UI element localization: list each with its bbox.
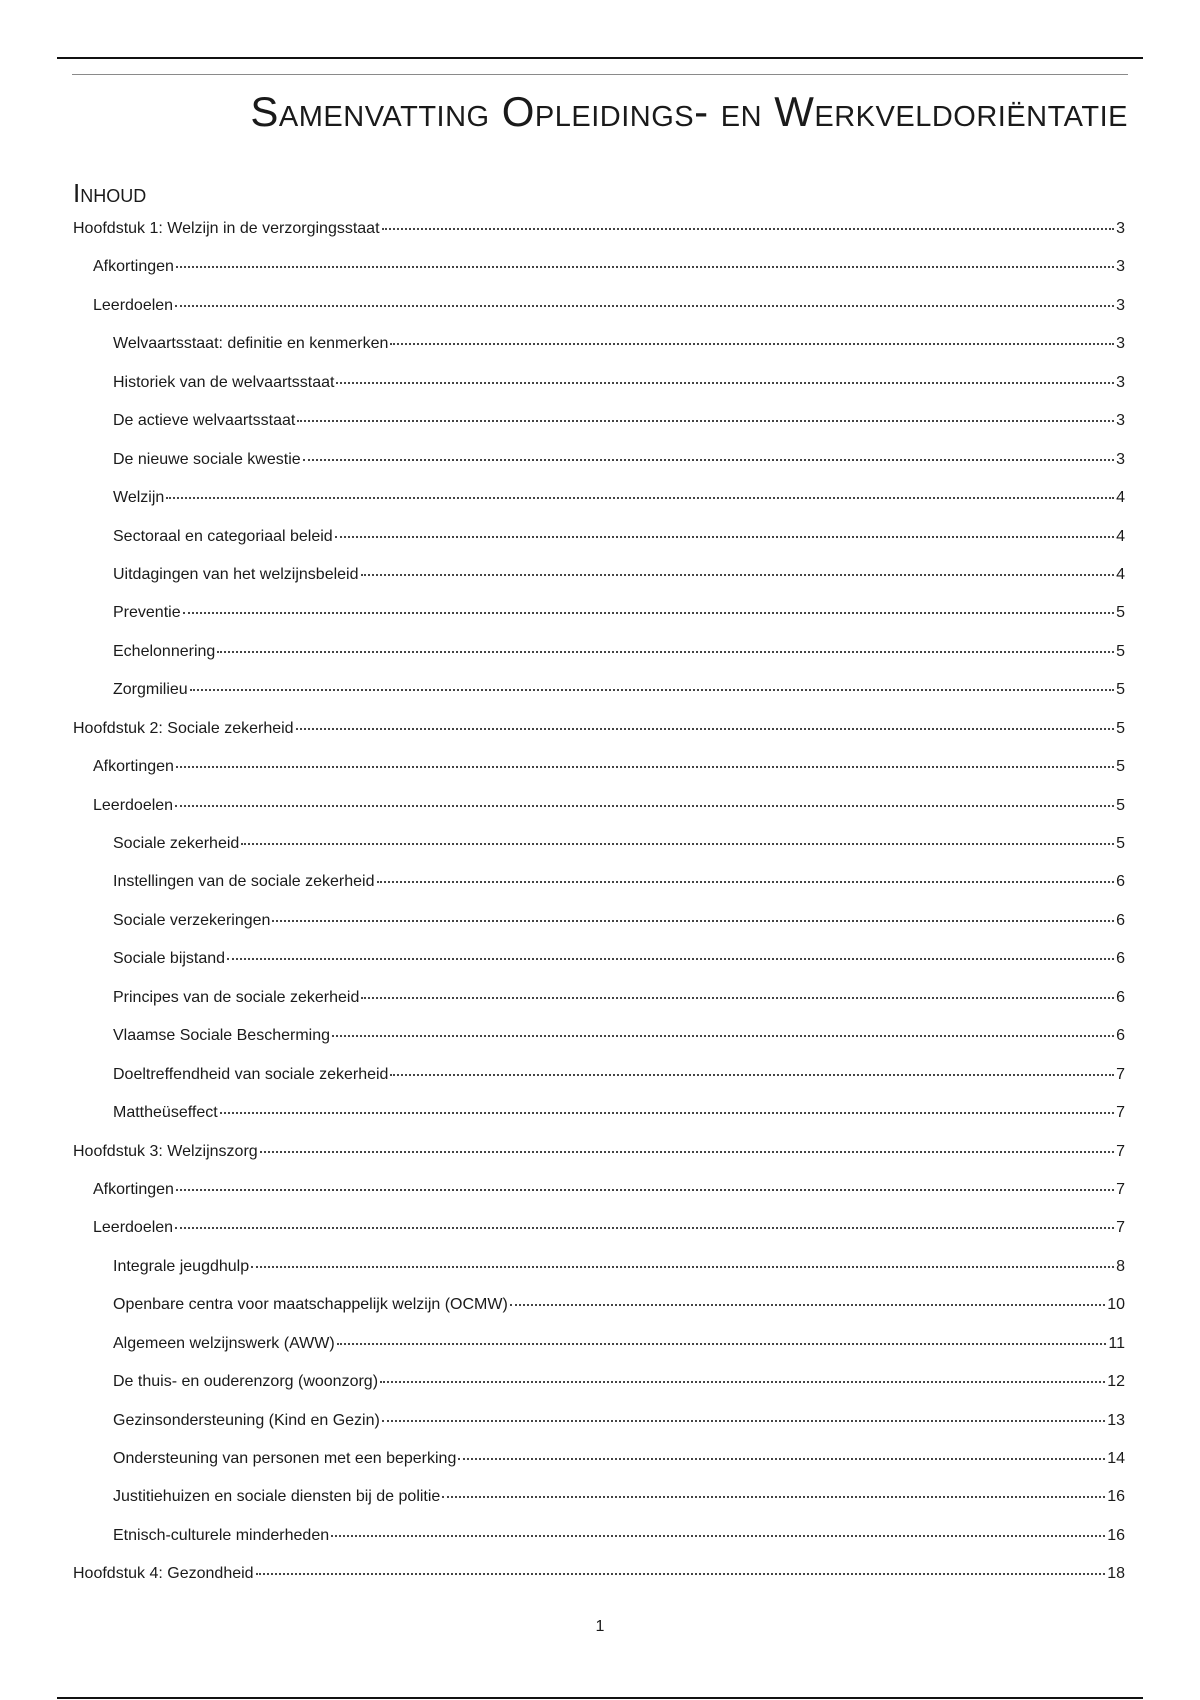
toc-entry-title: Hoofdstuk 1: Welzijn in de verzorgingsstaat <box>73 220 380 237</box>
toc-entry[interactable] <box>73 1445 1125 1483</box>
toc-dot-leader <box>176 1188 1114 1191</box>
toc-entry-page: 6 <box>1116 911 1125 929</box>
toc-entry-page: 5 <box>1116 719 1125 737</box>
toc-entry-title: Historiek van de welvaartsstaat <box>113 373 335 391</box>
toc-entry-title: Sociale zekerheid <box>113 835 240 852</box>
toc-entry-title: De actieve welvaartsstaat <box>113 412 296 430</box>
toc-dot-leader <box>175 304 1114 307</box>
toc-entry[interactable] <box>73 1061 1125 1099</box>
toc-entry-page: 5 <box>1116 681 1125 699</box>
toc-entry-page: 3 <box>1116 258 1125 276</box>
toc-dot-leader <box>176 265 1114 268</box>
toc-dot-leader <box>390 1073 1114 1076</box>
toc-entry[interactable] <box>73 523 1125 561</box>
toc-entry-page: 5 <box>1116 835 1125 852</box>
toc-entry-page: 3 <box>1116 412 1125 430</box>
toc-entry[interactable] <box>73 369 1125 407</box>
toc-entry-title: De thuis- en ouderenzorg (woonzorg) <box>113 1373 379 1391</box>
toc-entry-title: Leerdoelen <box>93 1219 174 1237</box>
toc-entry-title: Welvaartsstaat: definitie en kenmerken <box>113 335 389 353</box>
toc-entry-title: Etnisch-culturele minderheden <box>113 1526 330 1544</box>
toc-entry-title: Openbare centra voor maatschappelijk welzijn (OCMW) <box>113 1296 508 1314</box>
toc-entry[interactable] <box>73 753 1125 791</box>
toc-entry-page: 10 <box>1107 1296 1125 1314</box>
toc-entry[interactable] <box>73 1330 1125 1368</box>
toc-entry-title: Uitdagingen van het welzijnsbeleid <box>113 565 359 583</box>
toc-entry-title: Afkortingen <box>93 1180 174 1198</box>
toc-entry-page: 6 <box>1116 873 1125 891</box>
document-title: Samenvatting Opleidings- en Werkveldoriëntatie <box>250 88 1128 135</box>
toc-entry-title: Echelonnering <box>113 642 216 660</box>
toc-dot-leader <box>241 842 1114 845</box>
toc-dot-leader <box>361 996 1114 999</box>
toc-dot-leader <box>166 496 1114 499</box>
toc-entry-page: 3 <box>1116 296 1125 314</box>
toc-entry[interactable] <box>73 484 1125 522</box>
page-number: 1 <box>595 1618 605 1635</box>
toc-entry[interactable] <box>73 1291 1125 1329</box>
toc-entry-title: Integrale jeugdhulp <box>113 1257 250 1275</box>
toc-dot-leader <box>251 1265 1114 1268</box>
toc-dot-leader <box>190 688 1114 691</box>
toc-entry-page: 7 <box>1116 1142 1125 1160</box>
toc-entry-page: 7 <box>1116 1180 1125 1198</box>
toc-dot-leader <box>176 765 1114 768</box>
toc-dot-leader <box>260 1150 1114 1153</box>
table-of-contents <box>73 215 1125 1599</box>
toc-entry[interactable] <box>73 1214 1125 1252</box>
toc-entry-title: Hoofdstuk 3: Welzijnszorg <box>73 1142 258 1160</box>
toc-entry-page: 16 <box>1107 1526 1125 1544</box>
toc-entry[interactable] <box>73 215 1125 253</box>
toc-entry-page: 8 <box>1116 1257 1125 1275</box>
toc-entry[interactable] <box>73 1407 1125 1445</box>
toc-entry-title: Mattheüseffect <box>113 1104 218 1122</box>
toc-entry-page: 3 <box>1116 335 1125 353</box>
toc-dot-leader <box>377 880 1115 883</box>
toc-entry[interactable] <box>73 446 1125 484</box>
toc-entry[interactable] <box>73 1176 1125 1214</box>
toc-dot-leader <box>510 1303 1105 1306</box>
toc-entry-page: 3 <box>1116 220 1125 237</box>
toc-entry[interactable] <box>73 1138 1125 1176</box>
toc-dot-leader <box>256 1572 1106 1575</box>
toc-entry-title: Gezinsondersteuning (Kind en Gezin) <box>113 1411 380 1429</box>
toc-dot-leader <box>183 611 1115 614</box>
toc-entry-title: Doeltreffendheid van sociale zekerheid <box>113 1065 389 1083</box>
toc-entry-title: Zorgmilieu <box>113 681 188 699</box>
toc-dot-leader <box>220 1111 1114 1114</box>
toc-entry[interactable] <box>73 1483 1125 1521</box>
toc-dot-leader <box>336 381 1114 384</box>
toc-entry-title: Algemeen welzijnswerk (AWW) <box>113 1334 335 1352</box>
toc-dot-leader <box>458 1457 1105 1460</box>
toc-entry[interactable] <box>73 330 1125 368</box>
toc-entry-page: 4 <box>1116 527 1125 545</box>
toc-entry-title: Instellingen van de sociale zekerheid <box>113 873 375 891</box>
footer-rule <box>57 1697 1143 1699</box>
toc-entry-page: 4 <box>1116 565 1125 583</box>
toc-entry[interactable] <box>73 676 1125 714</box>
toc-dot-leader <box>390 342 1114 345</box>
toc-entry-title: Welzijn <box>113 489 165 507</box>
toc-entry-page: 3 <box>1116 450 1125 468</box>
toc-entry-title: Afkortingen <box>93 758 174 776</box>
toc-entry[interactable] <box>73 792 1125 830</box>
toc-entry-page: 18 <box>1107 1565 1125 1583</box>
toc-entry-title: Leerdoelen <box>93 296 174 314</box>
toc-entry-title: Hoofdstuk 2: Sociale zekerheid <box>73 719 294 737</box>
toc-dot-leader <box>272 919 1114 922</box>
toc-dot-leader <box>296 727 1115 730</box>
toc-entry-page: 14 <box>1107 1450 1125 1467</box>
toc-dot-leader <box>175 1226 1114 1229</box>
toc-entry[interactable] <box>73 407 1125 445</box>
toc-entry[interactable] <box>73 253 1125 291</box>
header-rule <box>57 57 1143 59</box>
toc-entry[interactable] <box>73 907 1125 945</box>
toc-dot-leader <box>337 1342 1107 1345</box>
toc-entry[interactable] <box>73 599 1125 637</box>
toc-entry[interactable] <box>73 1099 1125 1137</box>
toc-entry[interactable] <box>73 1368 1125 1406</box>
toc-entry-title: Ondersteuning van personen met een beperking <box>113 1450 457 1467</box>
toc-entry[interactable] <box>73 984 1125 1022</box>
toc-entry-title: Preventie <box>113 604 181 622</box>
toc-entry-page: 7 <box>1116 1104 1125 1122</box>
toc-dot-leader <box>227 957 1114 960</box>
toc-entry-page: 4 <box>1116 489 1125 507</box>
toc-dot-leader <box>331 1534 1105 1537</box>
toc-entry[interactable] <box>73 638 1125 676</box>
toc-dot-leader <box>303 458 1114 461</box>
toc-entry-title: Afkortingen <box>93 258 174 276</box>
toc-dot-leader <box>382 227 1115 230</box>
toc-entry-title: Sociale verzekeringen <box>113 911 271 929</box>
toc-entry-title: Justitiehuizen en sociale diensten bij de politie <box>113 1488 441 1506</box>
toc-entry[interactable] <box>73 1522 1125 1560</box>
toc-entry-title: Sociale bijstand <box>113 950 226 968</box>
toc-entry-title: De nieuwe sociale kwestie <box>113 450 301 468</box>
toc-entry-title: Principes van de sociale zekerheid <box>113 988 360 1006</box>
toc-entry-page: 6 <box>1116 1027 1125 1045</box>
toc-entry[interactable] <box>73 715 1125 753</box>
toc-entry[interactable] <box>73 1253 1125 1291</box>
toc-entry-page: 7 <box>1116 1219 1125 1237</box>
toc-entry-page: 3 <box>1116 373 1125 391</box>
toc-entry[interactable] <box>73 868 1125 906</box>
toc-entry-page: 7 <box>1116 1065 1125 1083</box>
toc-entry[interactable] <box>73 945 1125 983</box>
toc-entry-page: 6 <box>1116 950 1125 968</box>
title-rule <box>72 74 1128 75</box>
toc-entry-page: 5 <box>1116 796 1125 814</box>
toc-dot-leader <box>175 804 1114 807</box>
toc-dot-leader <box>297 419 1114 422</box>
toc-dot-leader <box>217 650 1114 653</box>
toc-entry[interactable] <box>73 1022 1125 1060</box>
toc-entry[interactable] <box>73 830 1125 868</box>
toc-dot-leader <box>380 1380 1105 1383</box>
toc-dot-leader <box>332 1034 1114 1037</box>
toc-entry[interactable] <box>73 561 1125 599</box>
toc-heading: Inhoud <box>73 178 147 208</box>
toc-dot-leader <box>382 1419 1105 1422</box>
toc-dot-leader <box>361 573 1115 576</box>
toc-entry-page: 12 <box>1107 1373 1125 1391</box>
toc-entry-title: Leerdoelen <box>93 796 174 814</box>
toc-entry-page: 5 <box>1116 642 1125 660</box>
toc-entry-page: 11 <box>1108 1334 1125 1352</box>
toc-dot-leader <box>442 1495 1105 1498</box>
toc-entry[interactable] <box>73 292 1125 330</box>
toc-entry-page: 6 <box>1116 988 1125 1006</box>
toc-entry-page: 5 <box>1116 758 1125 776</box>
toc-entry-title: Vlaamse Sociale Bescherming <box>113 1027 330 1045</box>
toc-entry-title: Sectoraal en categoriaal beleid <box>113 527 333 545</box>
toc-entry-page: 16 <box>1107 1488 1125 1506</box>
toc-dot-leader <box>335 535 1114 538</box>
toc-entry-page: 13 <box>1107 1411 1125 1429</box>
toc-entry-page: 5 <box>1116 604 1125 622</box>
toc-entry[interactable] <box>73 1560 1125 1598</box>
toc-entry-title: Hoofdstuk 4: Gezondheid <box>73 1565 254 1583</box>
